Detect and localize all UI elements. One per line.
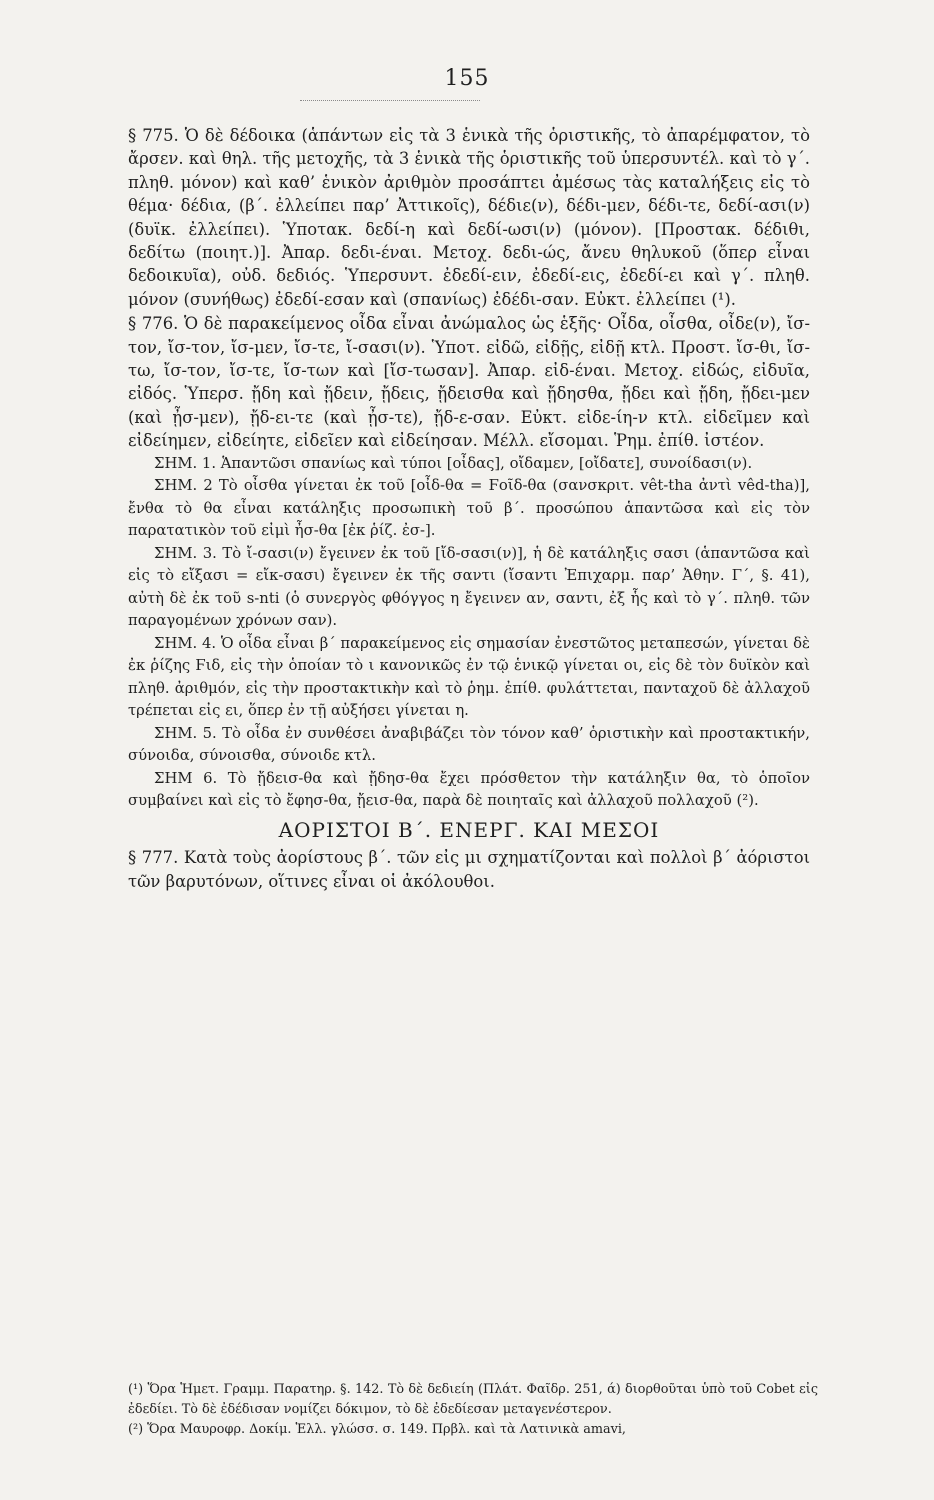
- paragraph-775: § 775. Ὁ δὲ δέδοικα (ἁπάντων εἰς τὰ 3 ἑνικὰ τῆς ὁριστικῆς, τὸ ἀπαρέμφατον, τὸ ἄρσεν. καὶ θηλ. τῆς μετοχῆς, τὰ 3 ἑνικὰ τῆς ὁριστικῆς τοῦ ὑπερσυντέλ. καὶ τὸ γ΄. πληθ. μόνον) καὶ καθ’ ἑνικὸν ἀριθμὸν προσάπτει ἀμέσως τὰς καταλήξεις εἰς τὸ θέμα· δέδια, (β΄. ἐλλείπει παρ’ Ἀττικοῖς), δέδιε(ν), δέδι-μεν, δέδι-τε, δεδί-ασι(ν) (δυϊκ. ἐλλείπει). Ὑποτακ. δεδί-η καὶ δεδί-ωσι(ν) (μόνον). [Προστακ. δέδιθι, δεδίτω (ποιητ.)]. Ἀπαρ. δεδι-έναι. Μετοχ. δεδι-ώς, ἄνευ θηλυκοῦ (ὅπερ εἶναι δεδοικυῖα), οὐδ. δεδιός. Ὑπερσυντ. ἐδεδί-ειν, ἐδεδί-εις, ἐδεδί-ει καὶ γ΄. πληθ. μόνον (συνήθως) ἐδεδί-εσαν καὶ (σπανίως) ἐδέδι-σαν. Εὐκτ. ἐλλείπει (¹).: [128, 126, 810, 309]
- footnote-1: (¹) Ὅρα Ἡμετ. Γραμμ. Παρατηρ. §. 142. Τὸ δὲ δεδιείη (Πλάτ. Φαῖδρ. 251, ά) διορθοῦται ὑπὸ τοῦ Cobet εἰς ἐδεδίει. Τὸ δὲ ἐδέδισαν νομίζει δόκιμον, τὸ δὲ ἐδεδίεσαν μεταγενέστερον.: [128, 1382, 818, 1417]
- note-5: ΣΗΜ. 5. Τὸ οἶδα ἐν συνθέσει ἀναβιβάζει τὸν τόνον καθ’ ὁριστικὴν καὶ προστακτικήν, σύνοιδα, σύνοισθα, σύνοιδε κτλ.: [128, 724, 810, 765]
- footnote-2: (²) Ὅρα Μαυροφρ. Δοκίμ. Ἑλλ. γλώσσ. σ. 149. Πρβλ. καὶ τὰ Λατινικὰ amavi,: [128, 1422, 626, 1437]
- note-6: ΣΗΜ 6. Τὸ ᾔδεισ-θα καὶ ᾔδησ-θα ἔχει πρόσθετον τὴν κατάληξιν θα, τὸ ὁποῖον συμβαίνει καὶ εἰς τὸ ἔφησ-θα, ᾔεισ-θα, παρὰ δὲ ποιηταῖς καὶ ἀλλαχοῦ πολλαχοῦ (²).: [128, 769, 810, 810]
- page-number: 155: [444, 66, 490, 91]
- header-rule: [300, 100, 480, 101]
- paragraph-776: § 776. Ὁ δὲ παρακείμενος οἶδα εἶναι ἀνώμαλος ὡς ἑξῆς· Οἶδα, οἶσθα, οἶδε(ν), ἴσ-τον, ἴσ-τον, ἴσ-μεν, ἴσ-τε, ἴ-σασι(ν). Ὑποτ. εἰδῶ, εἰδῇς, εἰδῇ κτλ. Προστ. ἴσ-θι, ἴσ-τω, ἴσ-τον, ἴσ-τε, ἴσ-των καὶ [ἴσ-τωσαν]. Ἀπαρ. εἰδ-έναι. Μετοχ. εἰδώς, εἰδυῖα, εἰδός. Ὑπερσ. ᾔδη καὶ ᾔδειν, ᾔδεις, ᾔδεισθα καὶ ᾔδησθα, ᾔδει καὶ ᾔδη, ᾔδει-μεν (καὶ ᾖσ-μεν), ᾔδ-ει-τε (καὶ ᾖσ-τε), ᾔδ-ε-σαν. Εὐκτ. εἰδε-ίη-ν κτλ. εἰδεῖμεν καὶ εἰδείημεν, εἰδείητε, εἰδεῖεν καὶ εἰδείησαν. Μέλλ. εἴσομαι. Ῥημ. ἐπίθ. ἰστέον.: [128, 314, 810, 451]
- note-2: ΣΗΜ. 2 Τὸ οἶσθα γίνεται ἐκ τοῦ [οἶδ-θα = Ϝοῖδ-θα (σανσκριτ. vêt-tha ἀντὶ vêd-tha)], ἔνθα τὸ θα εἶναι κατάληξις προσωπικὴ τοῦ β΄. προσώπου ἁπαντῶσα καὶ εἰς τὸν παρατατικὸν τοῦ εἰμὶ ἦσ-θα [ἐκ ῥίζ. ἐσ-].: [128, 477, 810, 540]
- note-1: ΣΗΜ. 1. Ἁπαντῶσι σπανίως καὶ τύποι [οἶδας], οἴδαμεν, [οἴδατε], συνοίδασι(ν).: [154, 454, 753, 472]
- paragraph-777: § 777. Κατὰ τοὺς ἀορίστους β΄. τῶν εἰς μι σχηματίζονται καὶ πολλοὶ β΄ ἀόριστοι τῶν βαρυτόνων, οἵτινες εἶναι οἱ ἀκόλουθοι.: [128, 848, 810, 891]
- section-heading: ΑΟΡΙΣΤΟΙ Β΄. ΕΝΕΡΓ. ΚΑΙ ΜΕΣΟΙ: [278, 817, 660, 842]
- note-4: ΣΗΜ. 4. Ὁ οἶδα εἶναι β΄ παρακείμενος εἰς σημασίαν ἐνεστῶτος μεταπεσών, γίνεται δὲ ἐκ ῥίζης Ϝιδ, εἰς τὴν ὁποίαν τὸ ι κανονικῶς ἐν τῷ ἑνικῷ γίνεται οι, εἰς δὲ τὸν δυϊκὸν καὶ πληθ. ἀριθμόν, εἰς τὴν προστακτικὴν καὶ τὸ ῥημ. ἐπίθ. φυλάττεται, πανταχοῦ δὲ ἀλλαχοῦ τρέπεται εἰς ει, ὅπερ ἐν τῇ αὐξήσει γίνεται η.: [128, 634, 810, 720]
- page-body: [128, 124, 810, 893]
- note-3: ΣΗΜ. 3. Τὸ ἴ-σασι(ν) ἔγεινεν ἐκ τοῦ [ἴδ-σασι(ν)], ἡ δὲ κατάληξις σασι (ἁπαντῶσα καὶ εἰς τὸ εἴξασι = εἴκ-σασι) ἔγεινεν ἐκ τῆς σαντι (ἴσαντι Ἐπιχαρμ. παρ’ Ἀθην. Γ΄, §. 41), αὐτὴ δὲ ἐκ τοῦ s-nti (ὁ συνεργὸς φθόγγος η ἔγεινεν αν, σαντι, ἐξ ἧς καὶ τὸ γ΄. πληθ. τῶν παραγομένων χρόνων σαν).: [128, 544, 810, 630]
- footnotes: [128, 1380, 818, 1440]
